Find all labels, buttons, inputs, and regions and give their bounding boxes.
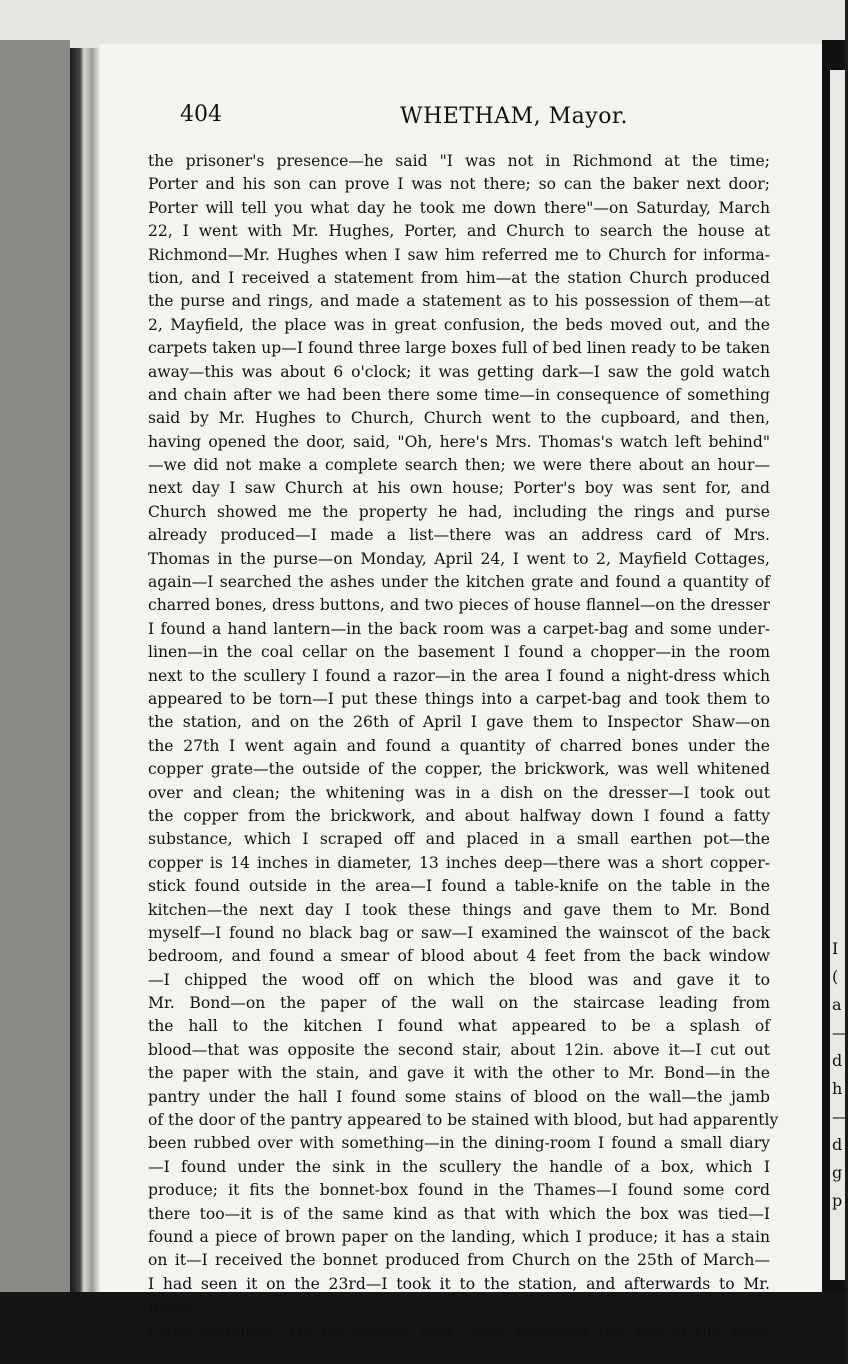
text-line: carpets taken up—I found three large boxes full of bed linen ready to be taken [148, 339, 770, 358]
text-line: blood—that was opposite the second stair, about 12in. above it—I cut out [148, 1040, 770, 1059]
text-line: Thomas in the purse—on Monday, April 24, I went to 2, Mayfield Cottages, [148, 549, 770, 568]
text-line: copper grate—the outside of the copper, the brickwork, was well whitened [148, 760, 770, 779]
text-line: the hall to the kitchen I found what appeared to be a splash of [148, 1017, 770, 1036]
text-line: the 27th I went again and found a quantity of charred bones under the [148, 736, 770, 755]
text-line: stick found outside in the area—I found a table-knife on the table in the [148, 877, 770, 896]
text-line: 22, I went with Mr. Hughes, Porter, and Church to search the house at [148, 222, 770, 241]
text-line: substance, which I scraped off and placed in a small earthen pot—the [148, 830, 770, 849]
text-line: pantry under the hall I found some stains of blood on the wall—the jamb [148, 1087, 770, 1106]
cross-examined-text: On my second visit, after receiving the key of the front [289, 1322, 770, 1341]
text-line: —I chipped the wood off on which the blood was and gave it to [148, 970, 770, 989]
text-line: copper is 14 inches in diameter, 13 inches deep—there was a short copper- [148, 853, 770, 872]
facing-page-glyph: — [832, 1023, 848, 1042]
text-line: charred bones, dress buttons, and two pieces of house flannel—on the dresser [148, 596, 770, 615]
cross-examined-line [148, 1321, 770, 1344]
text-line: —we did not make a complete search then; we were there about an hour— [148, 456, 770, 475]
text-line: Porter and his son can prove I was not there; so can the baker next door; [148, 175, 770, 194]
text-line: said by Mr. Hughes to Church, Church went to the cupboard, and then, [148, 409, 770, 428]
facing-page-glyph: — [832, 1107, 848, 1126]
text-line: the copper from the brickwork, and about halfway down I found a fatty [148, 806, 770, 825]
text-line: linen—in the coal cellar on the basement I found a chopper—in the room [148, 643, 770, 662]
text-line: Richmond—Mr. Hughes when I saw him referred me to Church for informa- [148, 245, 770, 264]
text-line: Mr. Bond—on the paper of the wall on the staircase leading from [148, 994, 770, 1013]
facing-page-glyph: g [832, 1163, 843, 1182]
text-line: the purse and rings, and made a statement as to his possession of them—at [148, 292, 770, 311]
book-spine [0, 40, 70, 1320]
facing-page-fragments [832, 935, 848, 1215]
running-head: WHETHAM, Mayor. [400, 104, 629, 129]
cross-examined-label: Cross-examined. [148, 1322, 280, 1341]
text-line: —I found under the sink in the scullery the handle of a box, which I [148, 1157, 770, 1176]
text-line: having opened the door, said, "Oh, here's Mrs. Thomas's watch left behind" [148, 432, 770, 451]
text-line: found a piece of brown paper on the landing, which I produce; it has a stain [148, 1227, 770, 1246]
text-line: the prisoner's presence—he said "I was not in Richmond at the time; [148, 152, 770, 170]
text-line: bedroom, and found a smear of blood about 4 feet from the back window [148, 947, 770, 966]
facing-page-glyph: I [832, 939, 839, 958]
text-line: next to the scullery I found a razor—in the area I found a night-dress which [148, 666, 770, 685]
facing-page-glyph: h [832, 1079, 843, 1098]
text-line: already produced—I made a list—there was an address card of Mrs. [148, 526, 770, 545]
text-line: again—I searched the ashes under the kitchen grate and found a quantity of [148, 573, 770, 592]
text-line: produce; it fits the bonnet-box found in the Thames—I found some cord [148, 1181, 770, 1200]
text-line: 2, Mayfield, the place was in great confusion, the beds moved out, and the [148, 315, 770, 334]
text-line: myself—I found no black bag or saw—I examined the wainscot of the back [148, 923, 770, 942]
body-text [148, 150, 779, 1344]
text-line: next day I saw Church at his own house; Porter's boy was sent for, and [148, 479, 770, 498]
facing-page-glyph: d [832, 1051, 843, 1070]
facing-page-glyph: d [832, 1135, 843, 1154]
text-line: appeared to be torn—I put these things into a carpet-bag and took them to [148, 689, 770, 708]
text-line: there too—it is of the same kind as that with which the box was tied—I [148, 1204, 770, 1223]
text-line: over and clean; the whitening was in a dish on the dresser—I took out [148, 783, 770, 802]
text-line: I found a hand lantern—in the back room was a carpet-bag and some under- [148, 619, 770, 638]
text-line: and chain after we had been there some time—in consequence of something [148, 385, 770, 404]
facing-page-glyph: a [832, 995, 842, 1014]
facing-page-glyph: ( [832, 967, 839, 986]
page-number: 404 [180, 102, 222, 127]
text-line: of the door of the pantry appeared to be stained with blood, but had apparently [148, 1111, 779, 1130]
text-line: the station, and on the 26th of April I gave them to Inspector Shaw—on [148, 713, 770, 732]
scan-top-margin [0, 0, 845, 48]
text-line: away—this was about 6 o'clock; it was getting dark—I saw the gold watch [148, 362, 770, 381]
text-line: Church showed me the property he had, including the rings and purse [148, 502, 770, 521]
text-line: the paper with the stain, and gave it with the other to Mr. Bond—in the [148, 1064, 770, 1083]
text-line: Porter will tell you what day he took me down there"—on Saturday, March [148, 198, 770, 217]
text-line: kitchen—the next day I took these things and gave them to Mr. Bond [148, 900, 770, 919]
facing-page-glyph: p [832, 1191, 843, 1210]
text-line: tion, and I received a statement from him—at the station Church produced [148, 268, 770, 287]
text-line: been rubbed over with something—in the dining-room I found a small diary [148, 1134, 770, 1153]
text-line: I had seen it on the 23rd—I took it to the station, and afterwards to Mr. [148, 1274, 770, 1293]
text-line: on it—I received the bonnet produced from Church on the 25th of March— [148, 1251, 770, 1270]
text-line: Bond. [148, 1298, 194, 1317]
